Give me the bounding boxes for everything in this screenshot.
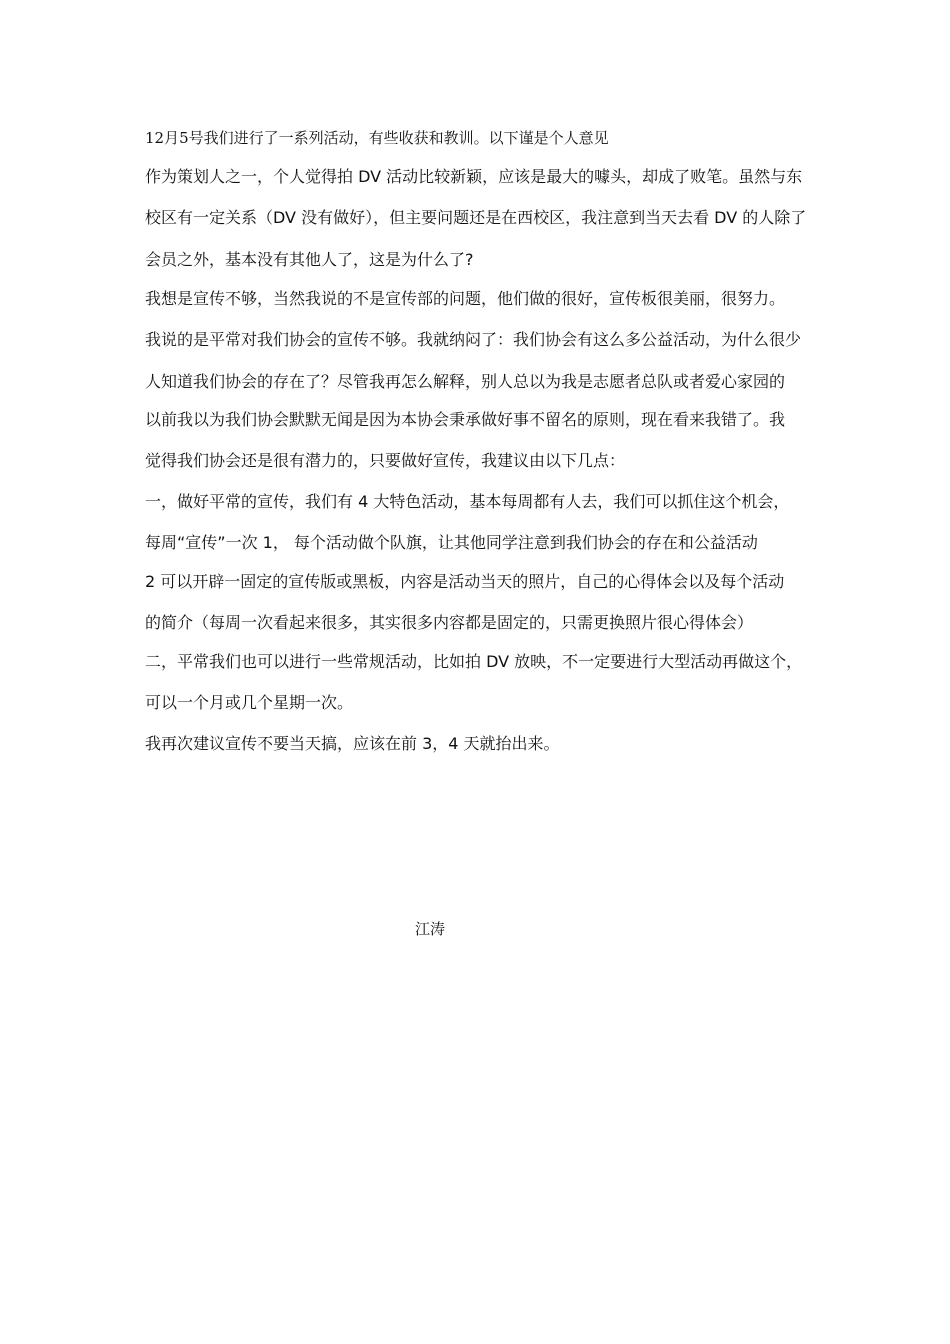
paragraph-line: 每周“宣传”一次 1， 每个活动做个队旗，让其他同学注意到我们协会的存在和公益活动 xyxy=(145,533,758,552)
paragraph-line: 可以一个月或几个星期一次。 xyxy=(145,693,354,712)
intro-line: 12月5号我们进行了一系列活动，有些收获和教训。以下谨是个人意见 xyxy=(145,129,609,147)
paragraph-line: 以前我以为我们协会默默无闻是因为本协会秉承做好事不留名的原则，现在看来我错了。我 xyxy=(145,410,786,429)
paragraph-line: 我说的是平常对我们协会的宣传不够。我就纳闷了：我们协会有这么多公益活动，为什么很少 xyxy=(145,330,802,349)
paragraph-line: 作为策划人之一，个人觉得拍 DV 活动比较新颖，应该是最大的噱头，却成了败笔。虽然与东 xyxy=(145,167,803,186)
paragraph-line: 校区有一定关系（DV 没有做好），但主要问题还是在西校区，我注意到当天去看 DV 的人除了 xyxy=(145,208,807,227)
paragraph-line: 我再次建议宣传不要当天搞，应该在前 3，4 天就抬出来。 xyxy=(145,734,560,753)
paragraph-line: 2 可以开辟一固定的宣传版或黑板，内容是活动当天的照片，自己的心得体会以及每个活动 xyxy=(145,572,785,591)
paragraph-line: 的简介（每周一次看起来很多，其实很多内容都是固定的，只需更换照片很心得体会） xyxy=(145,613,754,632)
paragraph-line: 二，平常我们也可以进行一些常规活动，比如拍 DV 放映，不一定要进行大型活动再做这个， xyxy=(145,652,803,671)
paragraph-line: 人知道我们协会的存在了？尽管我再怎么解释，别人总以为我是志愿者总队或者爱心家园的 xyxy=(145,372,786,391)
paragraph-line: 觉得我们协会还是很有潜力的，只要做好宣传，我建议由以下几点： xyxy=(145,451,626,470)
paragraph-line: 一，做好平常的宣传，我们有 4 大特色活动，基本每周都有人去，我们可以抓住这个机会， xyxy=(145,492,790,511)
paragraph-line: 会员之外，基本没有其他人了，这是为什么了? xyxy=(145,250,474,269)
paragraph-line: 我想是宣传不够，当然我说的不是宣传部的问题，他们做的很好，宣传板很美丽，很努力。 xyxy=(145,289,786,308)
signature: 江涛 xyxy=(415,920,446,938)
